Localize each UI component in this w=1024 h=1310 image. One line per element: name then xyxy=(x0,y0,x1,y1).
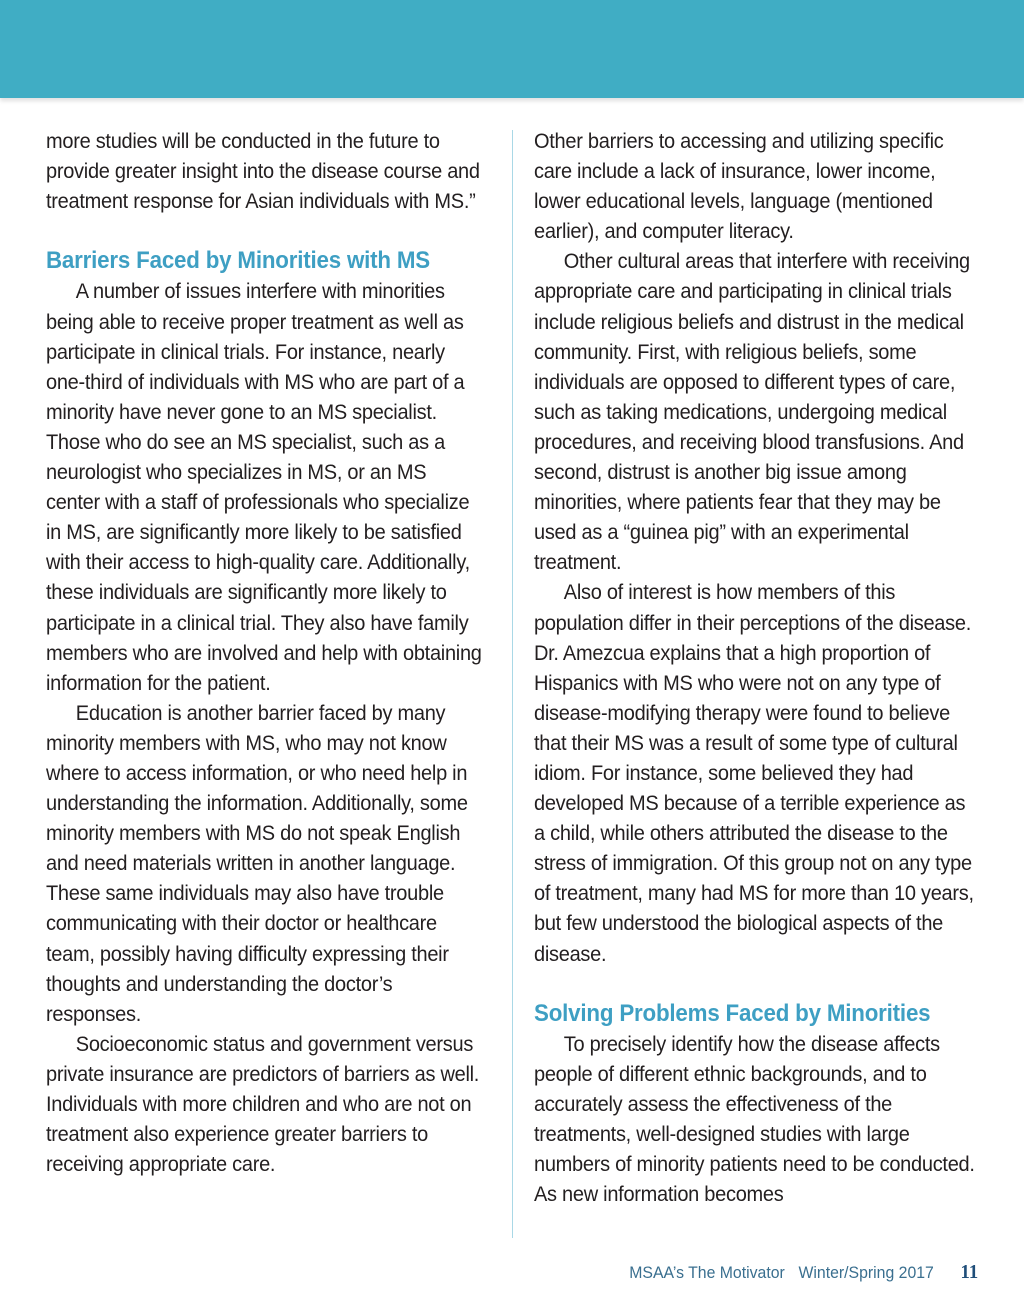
intro-paragraph: more studies will be conducted in the future to provide greater insight into the disease course and treatment response for Asian individuals with MS.” xyxy=(46,129,480,214)
section-gap xyxy=(46,216,485,246)
header-band xyxy=(0,0,1024,98)
paragraph-other-barriers: Other barriers to accessing and utilizing specific care include a lack of insurance, lower income, lower educational levels, language (mentioned earlier), and computer literacy. xyxy=(534,129,944,244)
heading-solving: Solving Problems Faced by Minorities xyxy=(534,999,931,1027)
footer-issue: Winter/Spring 2017 xyxy=(798,1263,934,1282)
footer-publication: MSAA’s The Motivator xyxy=(629,1263,785,1282)
paragraph-perceptions: Also of interest is how members of this population differ in their perceptions of the disease. Dr. Amezcua explains that a high proportion of Hispanics with MS who were not on any type of disease-modifying therapy were found to believe that their MS was a result of some type of cultural idiom. For instance, some believed they had developed MS because of a terrible experience as a child, while others attributed the disease to the stress of immigration. Of this group not on any type of treatment, many had MS for more than 10 years, but few understood the biological aspects of the disease. xyxy=(534,580,974,966)
section-gap xyxy=(534,969,979,999)
left-column xyxy=(46,126,485,1179)
column-divider xyxy=(512,130,513,1238)
heading-barriers: Barriers Faced by Minorities with MS xyxy=(46,247,431,275)
paragraph-solving: To precisely identify how the disease affects people of different ethnic backgrounds, and to accurately assess the effectiveness of the treatments, well-designed studies with large numbers of minority patients need to be conducted. As new information becomes xyxy=(534,1031,975,1207)
right-column xyxy=(534,126,979,1209)
paragraph-education: Education is another barrier faced by many minority members with MS, who may not know where to access information, or who need help in understanding the information. Additionally, some minority members with MS do not speak English and need materials written in another language. These same individuals may also have trouble communicating with their doctor or healthcare team, possibly having difficulty expressing their thoughts and understanding the doctor’s responses. xyxy=(46,700,468,1026)
page-number: 11 xyxy=(960,1261,978,1283)
page-footer xyxy=(629,1261,978,1284)
paragraph-socioeconomic: Socioeconomic status and government versus private insurance are predictors of barriers as well. Individuals with more children and who are not on treatment also experience greater barriers to receiving appropriate care. xyxy=(46,1031,480,1177)
paragraph-cultural: Other cultural areas that interfere with receiving appropriate care and participating in clinical trials include religious beliefs and distrust in the medical community. First, with religious beliefs, some individuals are opposed to different types of care, such as taking medications, undergoing medical procedures, and receiving blood transfusions. And second, distrust is another big issue among minorities, where patients fear that they may be used as a “guinea pig” with an experimental treatment. xyxy=(534,249,970,575)
paragraph-issues: A number of issues interfere with minorities being able to receive proper treatment as well as participate in clinical trials. For instance, nearly one-third of individuals with MS who are part of a minority have never gone to an MS specialist. Those who do see an MS specialist, such as a neurologist who specializes in MS, or an MS center with a staff of professionals who specialize in MS, are significantly more likely to be satisfied with their access to high-quality care. Additionally, these individuals are significantly more likely to participate in a clinical trial. They also have family members who are involved and help with obtaining information for the patient. xyxy=(46,279,482,695)
